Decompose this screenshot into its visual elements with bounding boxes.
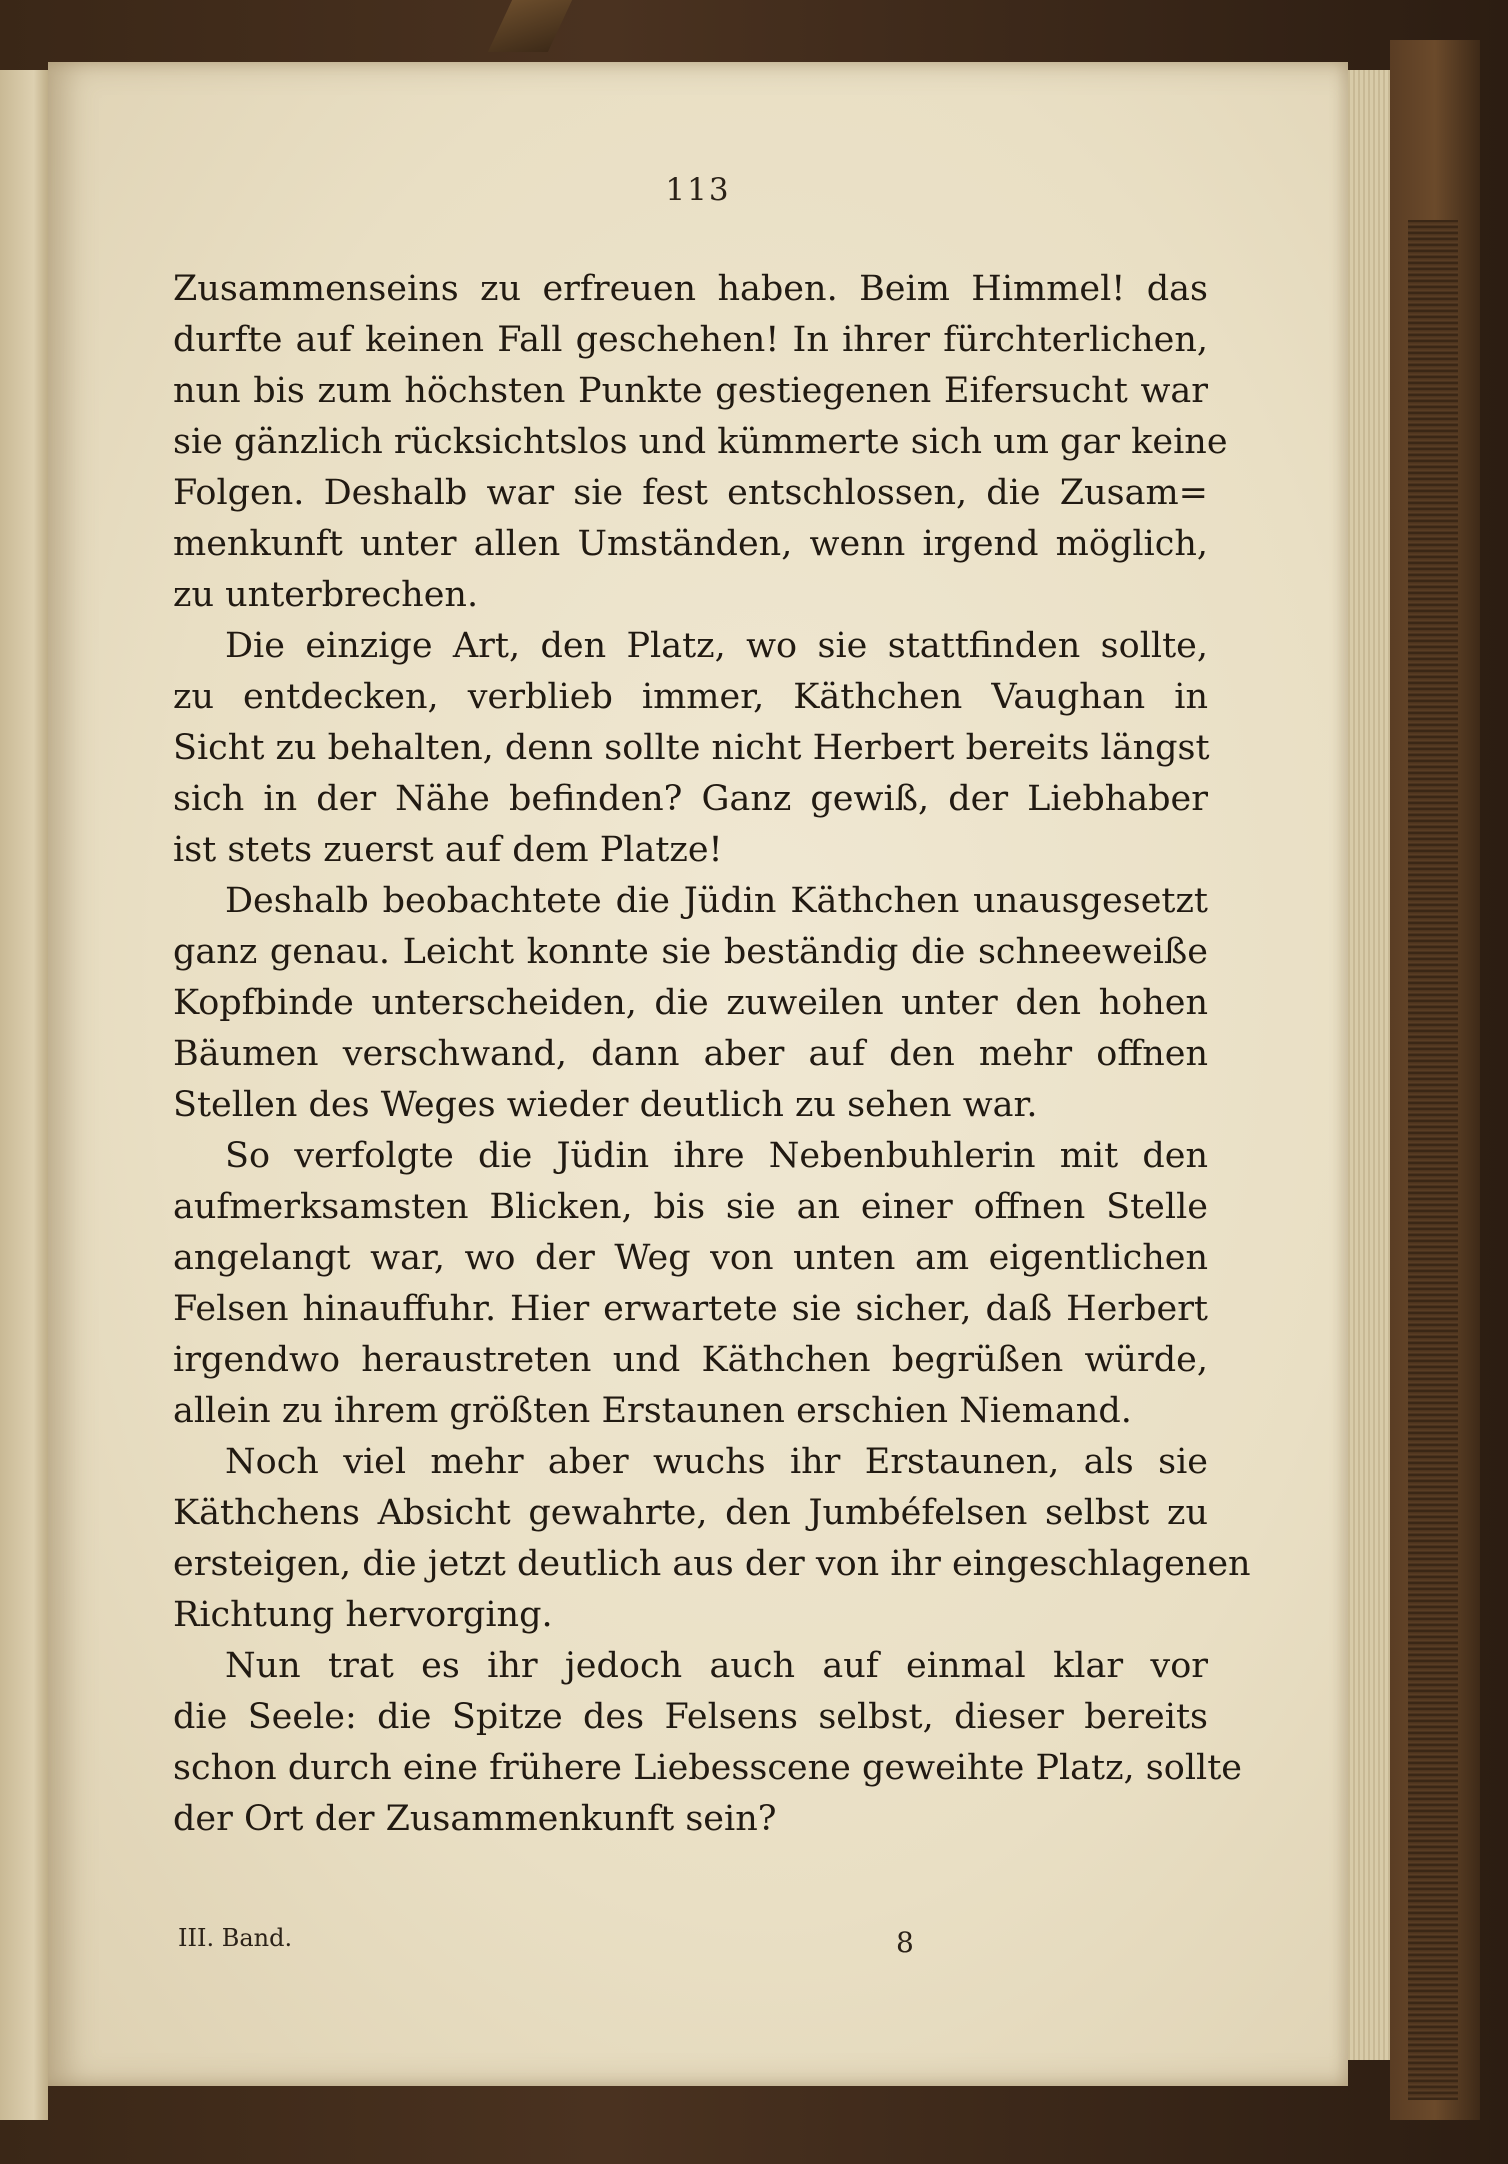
text-line: allein zu ihrem größten Erstaunen erschien Niemand.	[173, 1391, 1132, 1431]
text-line: Die einzige Art, den Platz, wo sie stattfinden sollte,	[225, 626, 1208, 666]
text-line: Noch viel mehr aber wuchs ihr Erstaunen, als sie	[225, 1442, 1208, 1482]
text-line: nun bis zum höchsten Punkte gestiegenen Eifersucht war	[173, 371, 1208, 411]
paragraph	[173, 1641, 1243, 1845]
text-line: der Ort der Zusammenkunft sein?	[173, 1799, 777, 1839]
text-line: irgendwo heraustreten und Käthchen begrüßen würde,	[173, 1340, 1208, 1380]
page-body-text	[173, 264, 1251, 1845]
page-number: 113	[665, 172, 731, 208]
text-line: ganz genau. Leicht konnte sie beständig die schneeweiße	[173, 932, 1208, 972]
text-line: Felsen hinauffuhr. Hier erwartete sie sicher, daß Herbert	[173, 1289, 1208, 1329]
text-line: aufmerksamsten Blicken, bis sie an einer offnen Stelle	[173, 1187, 1208, 1227]
text-line: Kopfbinde unterscheiden, die zuweilen unter den hohen	[173, 983, 1208, 1023]
text-line: Zusammenseins zu erfreuen haben. Beim Himmel! das	[173, 269, 1208, 309]
text-line: schon durch eine frühere Liebesscene geweihte Platz, sollte	[173, 1748, 1243, 1788]
text-line: Nun trat es ihr jedoch auch auf einmal klar vor	[225, 1646, 1208, 1686]
text-line: sich in der Nähe befinden? Ganz gewiß, der Liebhaber	[173, 779, 1208, 819]
text-line: menkunft unter allen Umständen, wenn irgend möglich,	[173, 524, 1208, 564]
text-line: Stellen des Weges wieder deutlich zu sehen war.	[173, 1085, 1038, 1125]
text-line: Bäumen verschwand, dann aber auf den mehr offnen	[173, 1034, 1208, 1074]
text-line: Richtung hervorging.	[173, 1595, 553, 1635]
paragraph	[173, 1131, 1208, 1437]
paragraph	[173, 264, 1228, 621]
text-line: angelangt war, wo der Weg von unten am eigentlichen	[173, 1238, 1208, 1278]
previous-page-edge	[0, 70, 48, 2120]
text-line: ersteigen, die jetzt deutlich aus der von ihr eingeschlagenen	[173, 1544, 1251, 1584]
text-line: zu entdecken, verblieb immer, Käthchen Vaughan in	[173, 677, 1208, 717]
text-line: So verfolgte die Jüdin ihre Nebenbuhlerin mit den	[225, 1136, 1208, 1176]
text-line: Käthchens Absicht gewahrte, den Jumbéfelsen selbst zu	[173, 1493, 1208, 1533]
text-line: Sicht zu behalten, denn sollte nicht Herbert bereits längst	[173, 728, 1210, 768]
text-line: zu unterbrechen.	[173, 575, 479, 615]
text-line: ist stets zuerst auf dem Platze!	[173, 830, 723, 870]
text-line: die Seele: die Spitze des Felsens selbst, dieser bereits	[173, 1697, 1208, 1737]
sheet-signature: 8	[896, 1926, 914, 1959]
text-line: Folgen. Deshalb war sie fest entschlossen, die Zusam=	[173, 473, 1208, 513]
text-line: sie gänzlich rücksichtslos und kümmerte sich um gar keine	[173, 422, 1228, 462]
text-line: durfte auf keinen Fall geschehen! In ihrer fürchterlichen,	[173, 320, 1208, 360]
text-line: Deshalb beobachtete die Jüdin Käthchen unausgesetzt	[225, 881, 1208, 921]
volume-signature: III. Band.	[178, 1924, 293, 1952]
book-board-right	[1390, 40, 1480, 2120]
paragraph	[173, 1437, 1251, 1641]
paragraph	[173, 876, 1208, 1131]
paragraph	[173, 621, 1208, 876]
book-page	[48, 62, 1348, 2086]
